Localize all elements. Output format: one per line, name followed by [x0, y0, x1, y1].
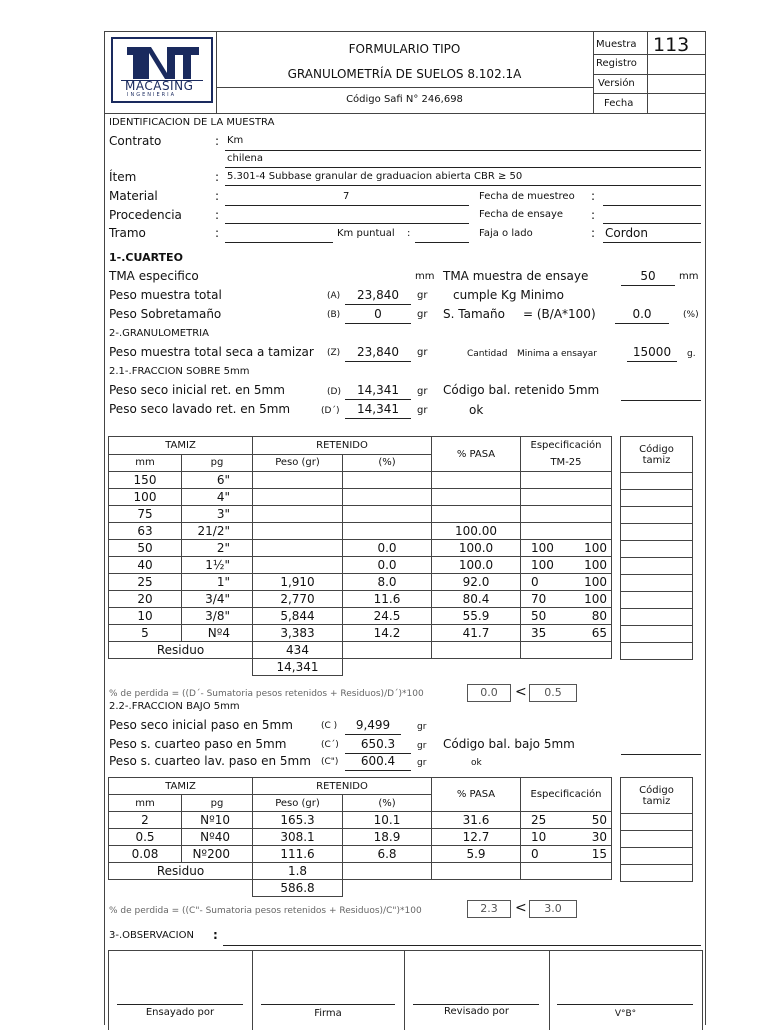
- contrato-km: Km: [227, 135, 244, 146]
- cell-e1: 25: [521, 812, 569, 829]
- cell-pct: 18.9: [343, 829, 432, 846]
- inicial-paso-value: 9,499: [355, 718, 391, 732]
- cell-e1: 10: [521, 829, 569, 846]
- cell-mm: 5: [109, 625, 182, 642]
- cell-pg: 1½": [182, 557, 253, 574]
- cell-e1: 100: [521, 540, 569, 557]
- lav-paso-value: 600.4: [360, 754, 396, 768]
- bajo5-title: 2.2-.FRACCION BAJO 5mm: [109, 701, 240, 712]
- cuarteo-paso-value: 650.3: [360, 737, 396, 751]
- material-label: Material: [109, 189, 158, 203]
- cell-pct: 8.0: [343, 574, 432, 591]
- stamano-value: 0.0: [632, 307, 652, 321]
- cell-peso: 111.6: [253, 846, 343, 863]
- th-codigo-tamiz: Código tamiz: [621, 437, 693, 473]
- cell-pg: Nº4: [182, 625, 253, 642]
- cell-e2: 30: [569, 829, 612, 846]
- cell-e2: 100: [569, 591, 612, 608]
- sieve-table-fine: [108, 777, 612, 897]
- cell-pasa: 100.0: [432, 540, 521, 557]
- cell-e1: 70: [521, 591, 569, 608]
- cell-peso: 2,770: [253, 591, 343, 608]
- th2-pct: (%): [343, 795, 432, 812]
- total2-retenido: 586.8: [253, 880, 343, 897]
- cell-e2: 80: [569, 608, 612, 625]
- cell-mm: 75: [109, 506, 182, 523]
- tma-unit: mm: [415, 271, 435, 282]
- cell-pct: 11.6: [343, 591, 432, 608]
- th2-peso: Peso (gr): [253, 795, 343, 812]
- stamano-label: S. Tamaño: [443, 307, 505, 321]
- cell-mm: 63: [109, 523, 182, 540]
- ok-ret: ok: [469, 403, 484, 417]
- cell-peso: [253, 489, 343, 506]
- seca-value: 23,840: [357, 345, 399, 359]
- logo-subtext: INGENIERIA: [127, 92, 176, 98]
- th2-codigo-tamiz: Código tamiz: [621, 778, 693, 814]
- cell-peso: 165.3: [253, 812, 343, 829]
- contrato-label: Contrato: [109, 134, 162, 148]
- cell-codigo: [621, 814, 693, 831]
- cell-e2: 100: [569, 540, 612, 557]
- th-pct: (%): [343, 454, 432, 472]
- cumple-label: cumple Kg Minimo: [453, 288, 564, 302]
- cell-pasa: [432, 506, 521, 523]
- th2-especificacion: Especificación: [521, 778, 612, 812]
- table-row: [109, 829, 612, 846]
- logo-text: MACASING: [125, 79, 194, 93]
- company-logo: [111, 37, 213, 103]
- stamano-unit: (%): [683, 310, 699, 320]
- cell-pct: 0.0: [343, 557, 432, 574]
- contrato-line2: chilena: [227, 153, 264, 164]
- cell-mm: 0.08: [109, 846, 182, 863]
- table-row: [109, 591, 612, 608]
- peso-total-value: 23,840: [357, 288, 399, 302]
- revisado-por-label: Revisado por: [444, 1006, 509, 1017]
- cell-peso: [253, 506, 343, 523]
- cell-codigo: [621, 848, 693, 865]
- registro-label: Registro: [596, 58, 637, 69]
- sobretamano-tag: (B): [327, 310, 341, 320]
- table-row: [109, 608, 612, 625]
- cell-e1: [521, 489, 569, 506]
- inicial-ret-tag: (D): [327, 387, 341, 397]
- tma-label: TMA especifico: [109, 269, 199, 283]
- cell-e1: 50: [521, 608, 569, 625]
- cell-pasa: 12.7: [432, 829, 521, 846]
- cell-peso: [253, 472, 343, 489]
- cell-mm: 25: [109, 574, 182, 591]
- form-page: MACASING INGENIERIA FORMULARIO TIPO GRANULOMETRÍA DE SUELOS 8.102.1A Código Safi N° 246,698 Muestra 113 Registro Versión Fecha IDENTIFICACION DE LA MUESTRA Contrato : Km chilena Ítem : 5.301-4 Subbase granular de graduacion abierta CBR ≥ 50 Material : 7 Fecha de muestreo : Procedencia : Fecha de ensaye : Tramo : Km puntual : Faja o lado : Cordon 1-.CUARTEO TMA especifico mm TMA muestra de ensaye 50 mm Peso muestra total (A) 23,840 gr cumple Kg Minimo Peso Sobretamaño (B) 0 gr S. Tamaño = (B/A*100) 0.0 (%) 2-.GRANULOMETRIA Peso muestra total seca a tamizar (Z) 23,840 gr Cantidad Minima a ensayar 15000 g. 2.1-.FRACCION SOBRE 5mm Peso seco inicial ret. en 5mm (D) 14,341 gr Código bal. retenido 5mm Peso seco lavado ret. en 5mm (D´) 14,341 gr ok TAMIZ RETENIDO % PASA Especificación TM-25 mm pg Peso (gr) (%) 150 6" 100 4" 75 3" 63 21/2" 100.00 50 2" 0.0 100.0 100 100 40 1½" 0.0 100.0 100 100 25 1" 1,910 8.0 92.0 0 100 20 3/4" 2,770 11.6 80.4 70 100 10 3/8" 5,844 24.5 55.9 50 80 5 Nº4 3,383 14.2 41.7 35 65 Residuo 434 14,341 Código tamiz % de perdida = ((D´- Sumatoria pesos retenidos + Residuos)/D´)*100 0.0 < 0.5 2.2-.FRACCION BAJO 5mm Peso seco inicial paso en 5mm (C ) 9,499 gr Peso s. cuarteo paso en 5mm (C´) 650.3 gr Código bal. bajo 5mm Peso s. cuarteo lav. paso en 5mm (C") 600.4 gr ok TAMIZ RETENIDO % PASA Especificación mm pg Peso (gr) (%) 2 Nº10 165.3 10.1 31.6 25 50 0.5 Nº40 308.1 18.9 12.7 10 30 0.08 Nº200 111.6 6.8 5.9 0 15 Residuo 1.8 586.8 Código tamiz % de perdida = ((C"- Sumatoria pesos retenidos + Residuos)/C")*100 2.3 < 3.0 3-.OBSERVACION : Ensayado por Firma Revisado por V°B°: [104, 31, 706, 1025]
- residuo2-label: Residuo: [109, 863, 253, 880]
- cell-e1: 0: [521, 846, 569, 863]
- firma-label: Firma: [314, 1008, 342, 1019]
- total-retenido: 14,341: [253, 659, 343, 676]
- cell-e1: 0: [521, 574, 569, 591]
- stamano-formula: = (B/A*100): [523, 307, 596, 321]
- muestra-number: 113: [653, 34, 690, 56]
- form-title: FORMULARIO TIPO: [348, 42, 461, 56]
- cell-mm: 50: [109, 540, 182, 557]
- perdida2-value: 2.3: [467, 900, 511, 918]
- cell-pasa: 5.9: [432, 846, 521, 863]
- cell-pasa: [432, 489, 521, 506]
- sieve-table-coarse: [108, 436, 612, 676]
- th-peso: Peso (gr): [253, 454, 343, 472]
- inicial-ret-label: Peso seco inicial ret. en 5mm: [109, 383, 285, 397]
- tma-muestra-value: 50: [640, 269, 656, 283]
- inicial-ret-value: 14,341: [357, 383, 399, 397]
- faja-value: Cordon: [605, 226, 649, 240]
- th-pg: pg: [182, 454, 253, 472]
- cell-pg: 6": [182, 472, 253, 489]
- lav-paso-tag: (C"): [321, 757, 339, 767]
- cell-pg: 2": [182, 540, 253, 557]
- table-row: [109, 472, 612, 489]
- cuarteo-paso-tag: (C´): [321, 740, 339, 750]
- th-especificacion: Especificación TM-25: [521, 437, 612, 472]
- perdida1-formula: % de perdida = ((D´- Sumatoria pesos retenidos + Residuos)/D´)*100: [109, 689, 424, 699]
- peso-total-label: Peso muestra total: [109, 288, 222, 302]
- fecha-label: Fecha: [604, 98, 634, 109]
- cell-codigo: [621, 541, 693, 558]
- lavado-ret-label: Peso seco lavado ret. en 5mm: [109, 402, 291, 416]
- cell-e1: [521, 523, 569, 540]
- ensayado-por-label: Ensayado por: [145, 1007, 215, 1018]
- cell-e2: 65: [569, 625, 612, 642]
- cell-peso: [253, 523, 343, 540]
- fecha-muestreo-label: Fecha de muestreo: [479, 191, 575, 202]
- muestra-label: Muestra: [596, 39, 637, 50]
- cell-codigo: [621, 609, 693, 626]
- cell-mm: 10: [109, 608, 182, 625]
- residuo-value: 434: [253, 642, 343, 659]
- th-pasa: % PASA: [432, 437, 521, 472]
- cell-e2: [569, 523, 612, 540]
- cell-codigo: [621, 643, 693, 660]
- fecha-ensaye-label: Fecha de ensaye: [479, 209, 564, 220]
- minima-unit: g.: [687, 349, 696, 359]
- codigo-tamiz-fine: [620, 777, 693, 882]
- cuarteo-paso-label: Peso s. cuarteo paso en 5mm: [109, 737, 287, 751]
- cell-codigo: [621, 592, 693, 609]
- table-row: [109, 574, 612, 591]
- residuo-label: Residuo: [109, 642, 253, 659]
- lavado-ret-value: 14,341: [357, 402, 399, 416]
- cell-e2: 100: [569, 574, 612, 591]
- cell-pg: 1": [182, 574, 253, 591]
- peso-total-tag: (A): [327, 291, 341, 301]
- item-label: Ítem: [109, 170, 137, 184]
- sobretamano-label: Peso Sobretamaño: [109, 307, 222, 321]
- cell-pasa: 100.00: [432, 523, 521, 540]
- cell-pasa: [432, 472, 521, 489]
- cell-pasa: 31.6: [432, 812, 521, 829]
- tma-muestra-label: TMA muestra de ensaye: [443, 269, 589, 283]
- cell-pg: 3": [182, 506, 253, 523]
- tramo-label: Tramo: [109, 226, 146, 240]
- perdida2-limit: 3.0: [529, 900, 577, 918]
- sobretamano-value: 0: [374, 307, 382, 321]
- inicial-paso-label: Peso seco inicial paso en 5mm: [109, 718, 293, 732]
- cell-mm: 20: [109, 591, 182, 608]
- cell-e1: 35: [521, 625, 569, 642]
- cell-e2: 100: [569, 557, 612, 574]
- tma-muestra-unit: mm: [679, 271, 699, 282]
- cell-pasa: 100.0: [432, 557, 521, 574]
- seca-label: Peso muestra total seca a tamizar: [109, 345, 314, 359]
- cell-pg: Nº40: [182, 829, 253, 846]
- cell-pct: 6.8: [343, 846, 432, 863]
- th2-tamiz: TAMIZ: [109, 778, 253, 795]
- th-espec-tm: TM-25: [550, 457, 582, 468]
- version-label: Versión: [598, 78, 635, 89]
- th-tamiz: TAMIZ: [109, 437, 253, 455]
- cell-codigo: [621, 626, 693, 643]
- codigo-safi: Código Safi N° 246,698: [346, 94, 463, 105]
- table-row: [109, 625, 612, 642]
- th2-retenido: RETENIDO: [253, 778, 432, 795]
- cell-codigo: [621, 575, 693, 592]
- cell-pg: 21/2": [182, 523, 253, 540]
- procedencia-label: Procedencia: [109, 208, 182, 222]
- cell-e2: [569, 489, 612, 506]
- observacion-title: 3-.OBSERVACION: [109, 930, 194, 941]
- seca-tag: (Z): [327, 348, 341, 358]
- cell-pasa: 55.9: [432, 608, 521, 625]
- minima-value: 15000: [632, 345, 672, 359]
- cell-e1: [521, 506, 569, 523]
- cell-peso: [253, 540, 343, 557]
- cell-pasa: 92.0: [432, 574, 521, 591]
- th2-mm: mm: [109, 795, 182, 812]
- cell-e1: [521, 472, 569, 489]
- codigo-tamiz-coarse: [620, 436, 693, 660]
- cell-codigo: [621, 507, 693, 524]
- cell-peso: [253, 557, 343, 574]
- th2-pg: pg: [182, 795, 253, 812]
- perdida2-formula: % de perdida = ((C"- Sumatoria pesos retenidos + Residuos)/C")*100: [109, 906, 422, 916]
- table-row: [109, 506, 612, 523]
- cell-pct: 24.5: [343, 608, 432, 625]
- granulometria-title: 2-.GRANULOMETRIA: [109, 328, 209, 339]
- vb-label: V°B°: [614, 1009, 637, 1019]
- minima-label: Minima a ensayar: [517, 349, 597, 359]
- km-puntual-label: Km puntual: [337, 228, 395, 239]
- cell-pg: Nº10: [182, 812, 253, 829]
- faja-label: Faja o lado: [479, 228, 533, 239]
- sobre5-title: 2.1-.FRACCION SOBRE 5mm: [109, 366, 250, 377]
- lavado-ret-tag: (D´): [321, 406, 340, 416]
- cell-pg: Nº200: [182, 846, 253, 863]
- ident-title: IDENTIFICACION DE LA MUESTRA: [109, 117, 275, 128]
- cuarteo-title: 1-.CUARTEO: [109, 251, 183, 264]
- cell-mm: 0.5: [109, 829, 182, 846]
- codbal-paso-label: Código bal. bajo 5mm: [443, 737, 575, 751]
- th-retenido: RETENIDO: [253, 437, 432, 455]
- cell-e1: 100: [521, 557, 569, 574]
- cell-e2: [569, 472, 612, 489]
- cell-mm: 2: [109, 812, 182, 829]
- cell-codigo: [621, 490, 693, 507]
- table-row: [109, 557, 612, 574]
- cell-codigo: [621, 473, 693, 490]
- form-subtitle: GRANULOMETRÍA DE SUELOS 8.102.1A: [287, 67, 522, 81]
- cell-mm: 40: [109, 557, 182, 574]
- codbal-ret-label: Código bal. retenido 5mm: [443, 383, 600, 397]
- cell-mm: 150: [109, 472, 182, 489]
- cantidad-label: Cantidad: [467, 349, 508, 359]
- cell-e2: [569, 506, 612, 523]
- residuo2-value: 1.8: [253, 863, 343, 880]
- cell-pct: 10.1: [343, 812, 432, 829]
- cell-codigo: [621, 831, 693, 848]
- cell-pg: 4": [182, 489, 253, 506]
- cell-e2: 15: [569, 846, 612, 863]
- cell-pasa: 80.4: [432, 591, 521, 608]
- cell-codigo: [621, 524, 693, 541]
- cell-pct: [343, 472, 432, 489]
- cell-pg: 3/4": [182, 591, 253, 608]
- th2-pasa: % PASA: [432, 778, 521, 812]
- perdida1-value: 0.0: [467, 684, 511, 702]
- cell-codigo: [621, 865, 693, 882]
- cell-pct: [343, 506, 432, 523]
- inicial-paso-tag: (C ): [321, 721, 338, 731]
- ok-paso: ok: [471, 758, 482, 768]
- cell-peso: 5,844: [253, 608, 343, 625]
- perdida1-limit: 0.5: [529, 684, 577, 702]
- cell-codigo: [621, 558, 693, 575]
- cell-peso: 1,910: [253, 574, 343, 591]
- table-row: [109, 812, 612, 829]
- item-value: 5.301-4 Subbase granular de graduacion abierta CBR ≥ 50: [227, 171, 523, 182]
- table-row: [109, 846, 612, 863]
- lav-paso-label: Peso s. cuarteo lav. paso en 5mm: [109, 754, 311, 768]
- cell-pct: 0.0: [343, 540, 432, 557]
- cell-peso: 3,383: [253, 625, 343, 642]
- cell-pct: [343, 523, 432, 540]
- cell-pct: 14.2: [343, 625, 432, 642]
- table-row: [109, 540, 612, 557]
- material-value: 7: [343, 191, 350, 202]
- cell-mm: 100: [109, 489, 182, 506]
- table-row: [109, 489, 612, 506]
- cell-pg: 3/8": [182, 608, 253, 625]
- cell-e2: 50: [569, 812, 612, 829]
- table-row: [109, 523, 612, 540]
- cell-pasa: 41.7: [432, 625, 521, 642]
- th-mm: mm: [109, 454, 182, 472]
- cell-peso: 308.1: [253, 829, 343, 846]
- cell-pct: [343, 489, 432, 506]
